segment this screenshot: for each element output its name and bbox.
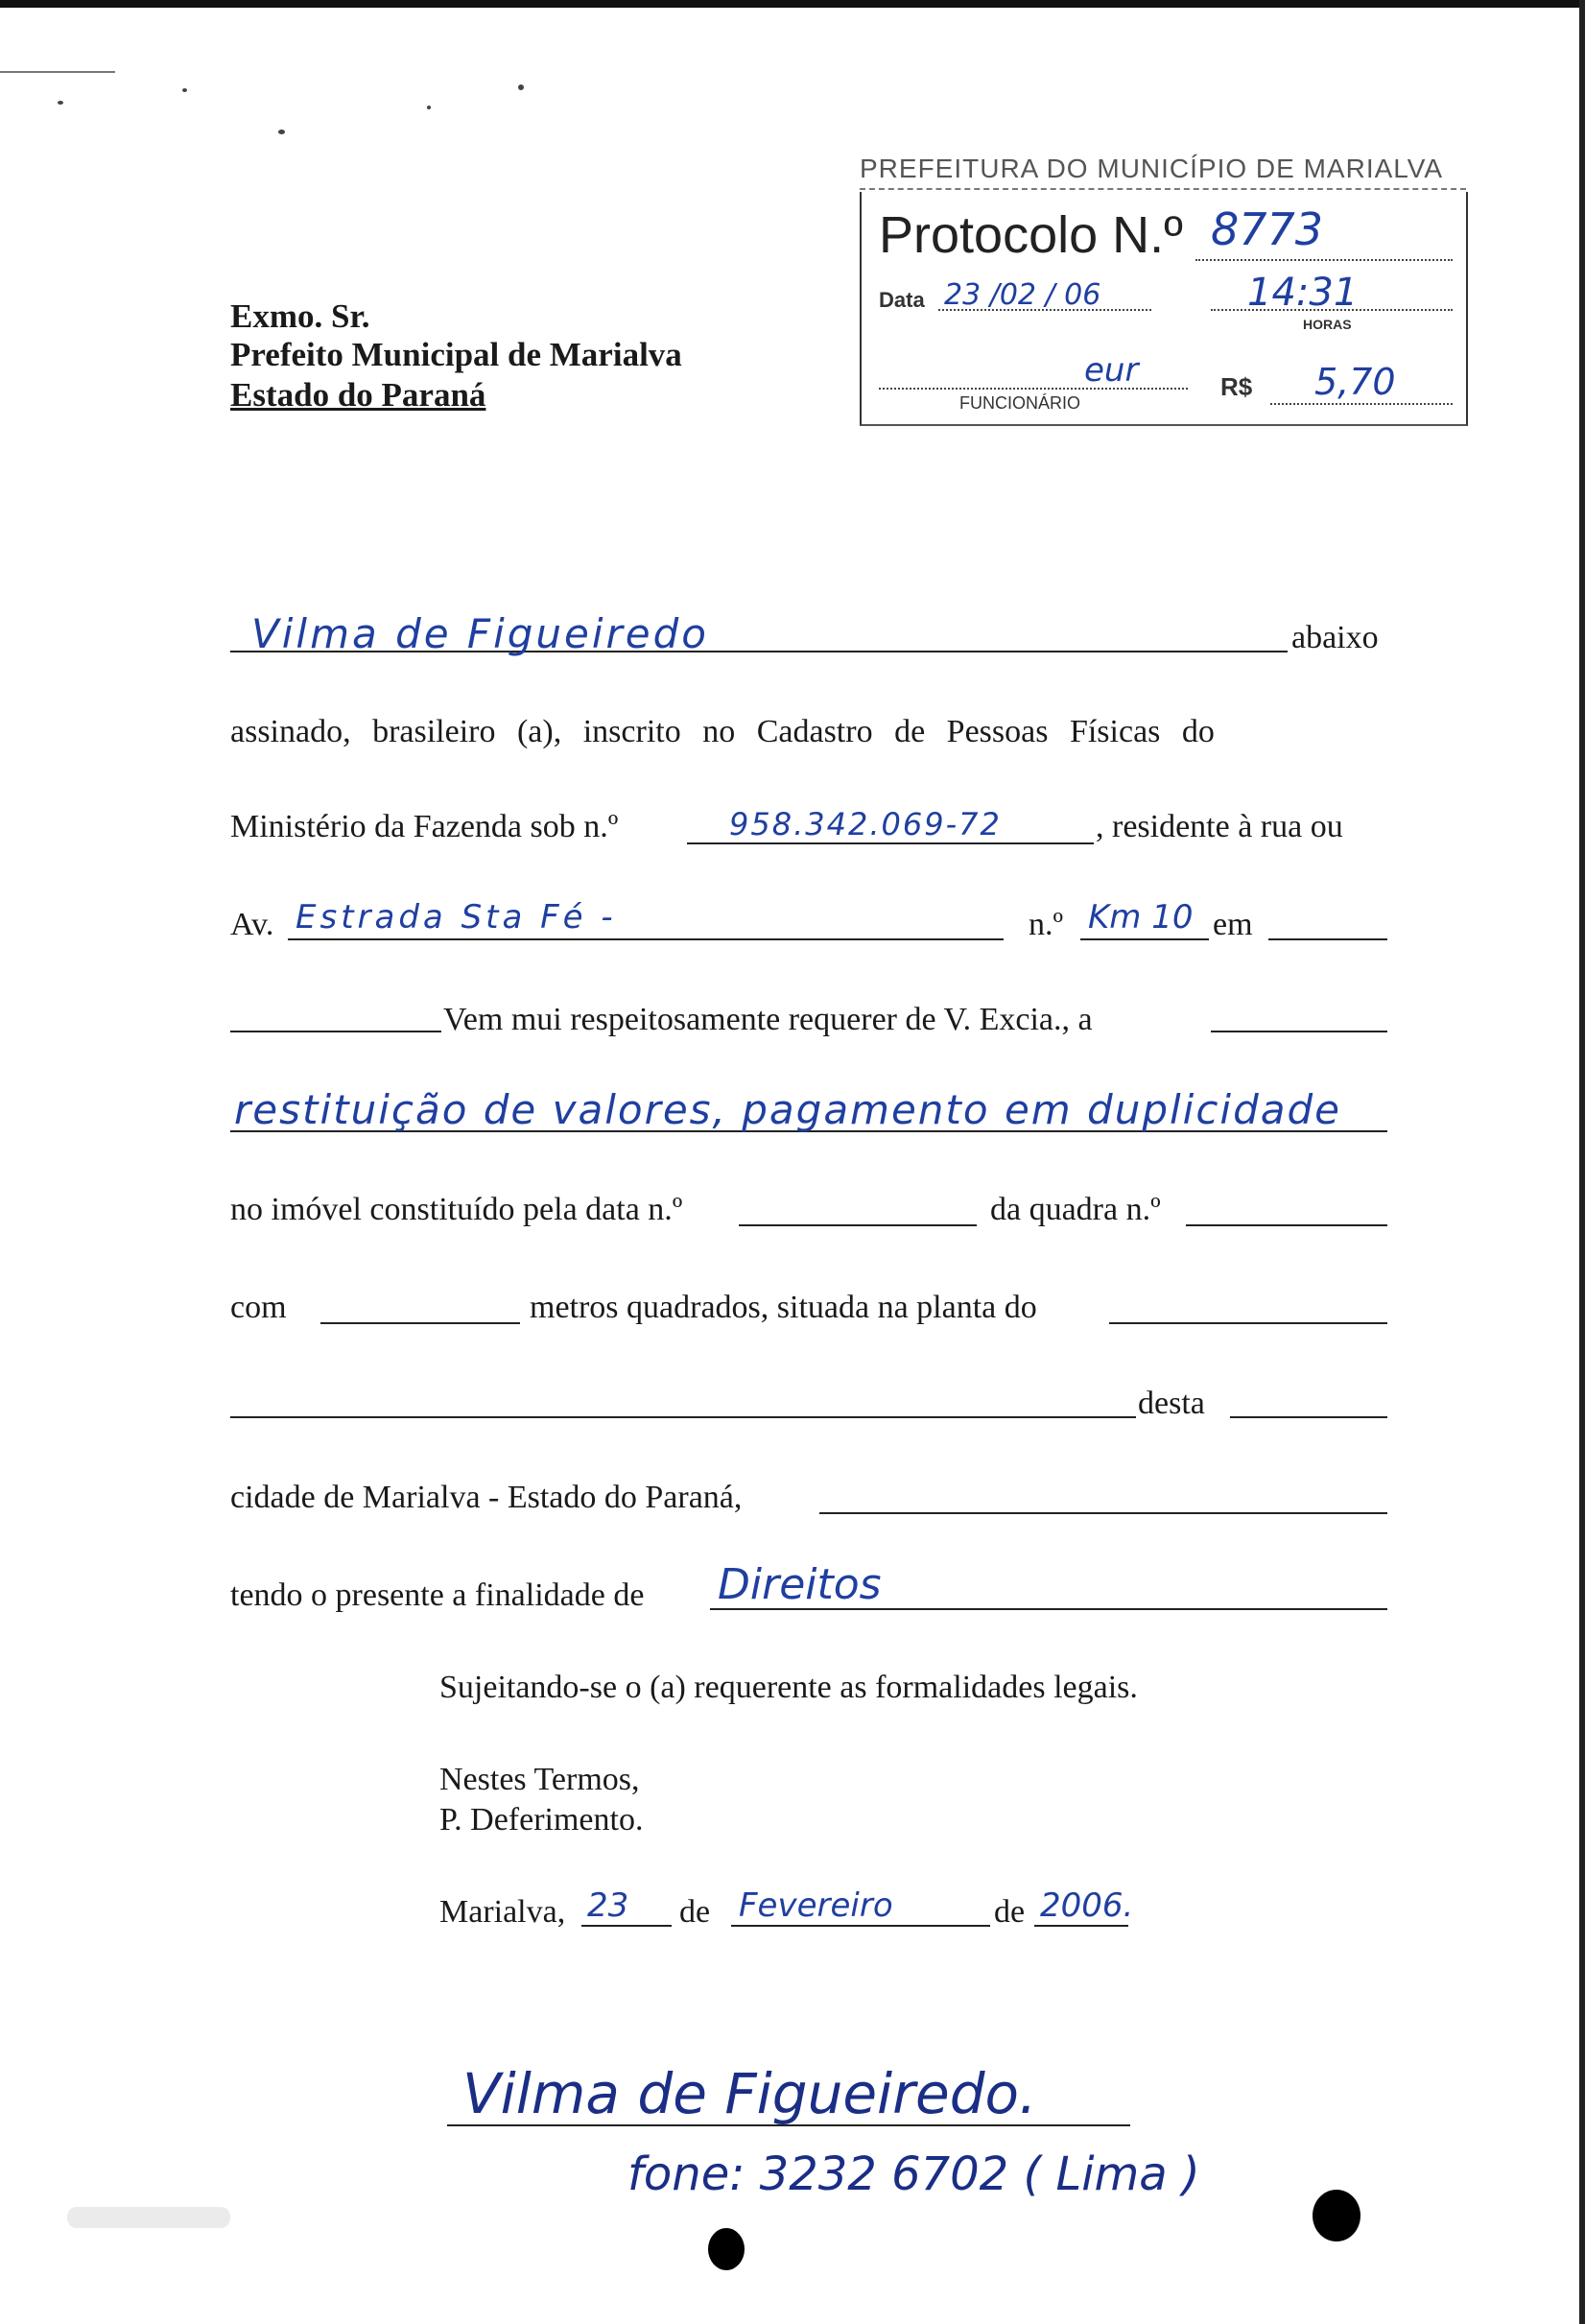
phone-note: fone: 3232 6702 ( Lima ) [627, 2147, 1200, 2201]
street-number: Km 10 [1088, 898, 1194, 937]
em-field-line [1268, 938, 1387, 940]
place-label: Marialva, [439, 1894, 566, 1930]
scan-blot [1313, 2190, 1360, 2241]
com-text: com [230, 1290, 287, 1325]
clerk-signature: eur [1084, 351, 1139, 390]
signing-month: Fevereiro [739, 1886, 893, 1925]
block-field-line [1186, 1224, 1387, 1226]
addressee-line-3: Estado do Paraná [230, 376, 486, 414]
scan-speck [58, 101, 63, 105]
currency-label: R$ [1220, 372, 1253, 401]
street-name: Estrada Sta Fé - [296, 898, 617, 937]
desta-text: desta [1138, 1386, 1205, 1421]
legal-formalities-text: Sujeitando-se o (a) requerente as formalidades legais. [439, 1670, 1138, 1705]
em-label: em [1213, 907, 1253, 942]
plan-field-line [1109, 1322, 1387, 1324]
block-text: da quadra n.º [990, 1192, 1161, 1227]
scan-speck [427, 106, 431, 109]
clerk-line [879, 388, 1188, 390]
scan-smudge [67, 2207, 230, 2228]
city-text: cidade de Marialva - Estado do Paraná, [230, 1480, 743, 1515]
closing-deferment: P. Deferimento. [439, 1802, 644, 1838]
scan-speck [182, 88, 187, 92]
applicant-signature: Vilma de Figueiredo. [462, 2061, 1037, 2126]
cpf-field-line [687, 842, 1094, 844]
applicant-name: Vilma de Figueiredo [251, 610, 709, 657]
signing-year: 2006. [1040, 1886, 1134, 1925]
addressee-line-2: Prefeito Municipal de Marialva [230, 336, 682, 373]
cpf-number: 958.342.069-72 [729, 806, 1002, 842]
street-field-line [288, 938, 1004, 940]
clerk-label: FUNCIONÁRIO [959, 393, 1080, 413]
hours-label: HORAS [1303, 317, 1352, 332]
purpose-text: tendo o presente a finalidade de [230, 1577, 645, 1613]
number-label: n.º [1029, 907, 1064, 942]
protocol-number: 8773 [1211, 203, 1324, 255]
stamp-time: 14:31 [1247, 271, 1359, 315]
number-field-line [1080, 938, 1209, 940]
month-field-line [731, 1925, 990, 1927]
av-label: Av. [230, 907, 274, 942]
scan-border-right [1579, 0, 1585, 2324]
vem-prefix-line [230, 1031, 441, 1032]
protocol-label: Protocolo N.º [879, 206, 1183, 264]
closing-terms: Nestes Termos, [439, 1762, 640, 1797]
desta-field-line [1230, 1416, 1387, 1418]
lot-field-line [739, 1224, 977, 1226]
protocol-number-line [1195, 259, 1453, 261]
de-label-2: de [994, 1894, 1026, 1930]
signing-day: 23 [587, 1886, 629, 1925]
scan-speck [278, 130, 285, 134]
request-description: restituição de valores, pagamento em duplicidade [234, 1086, 1341, 1133]
stamp-header: PREFEITURA DO MUNICÍPIO DE MARIALVA [860, 154, 1444, 183]
abaixo-text: abaixo [1291, 620, 1379, 655]
de-label-1: de [679, 1894, 711, 1930]
stamp-header-rule [860, 188, 1466, 190]
scan-speck [518, 84, 524, 90]
vem-suffix-line [1211, 1031, 1387, 1032]
scan-blot [708, 2228, 745, 2270]
request-intro-text: Vem mui respeitosamente requerer de V. Excia., a [443, 1002, 1093, 1037]
date-label: Data [879, 288, 925, 312]
fee-line [1270, 403, 1453, 405]
stamp-fee: 5,70 [1314, 361, 1396, 403]
year-field-line [1034, 1925, 1128, 1927]
city-field-line [819, 1512, 1387, 1514]
stamp-date: 23 /02 / 06 [944, 278, 1101, 312]
cpf-intro-text: assinado, brasileiro (a), inscrito no Cadastro de Pessoas Físicas do [230, 714, 1215, 749]
area-field-line [320, 1322, 520, 1324]
addressee-line-1: Exmo. Sr. [230, 297, 370, 335]
scan-border-top [0, 0, 1585, 8]
day-field-line [581, 1925, 672, 1927]
plan-continuation-line [230, 1416, 1136, 1418]
scan-smudge [0, 71, 115, 73]
purpose-value: Direitos [718, 1560, 882, 1609]
cpf-suffix: , residente à rua ou [1096, 809, 1343, 844]
cpf-prefix: Ministério da Fazenda sob n.º [230, 809, 619, 844]
property-lot-text: no imóvel constituído pela data n.º [230, 1192, 683, 1227]
area-plan-text: metros quadrados, situada na planta do [530, 1290, 1037, 1325]
